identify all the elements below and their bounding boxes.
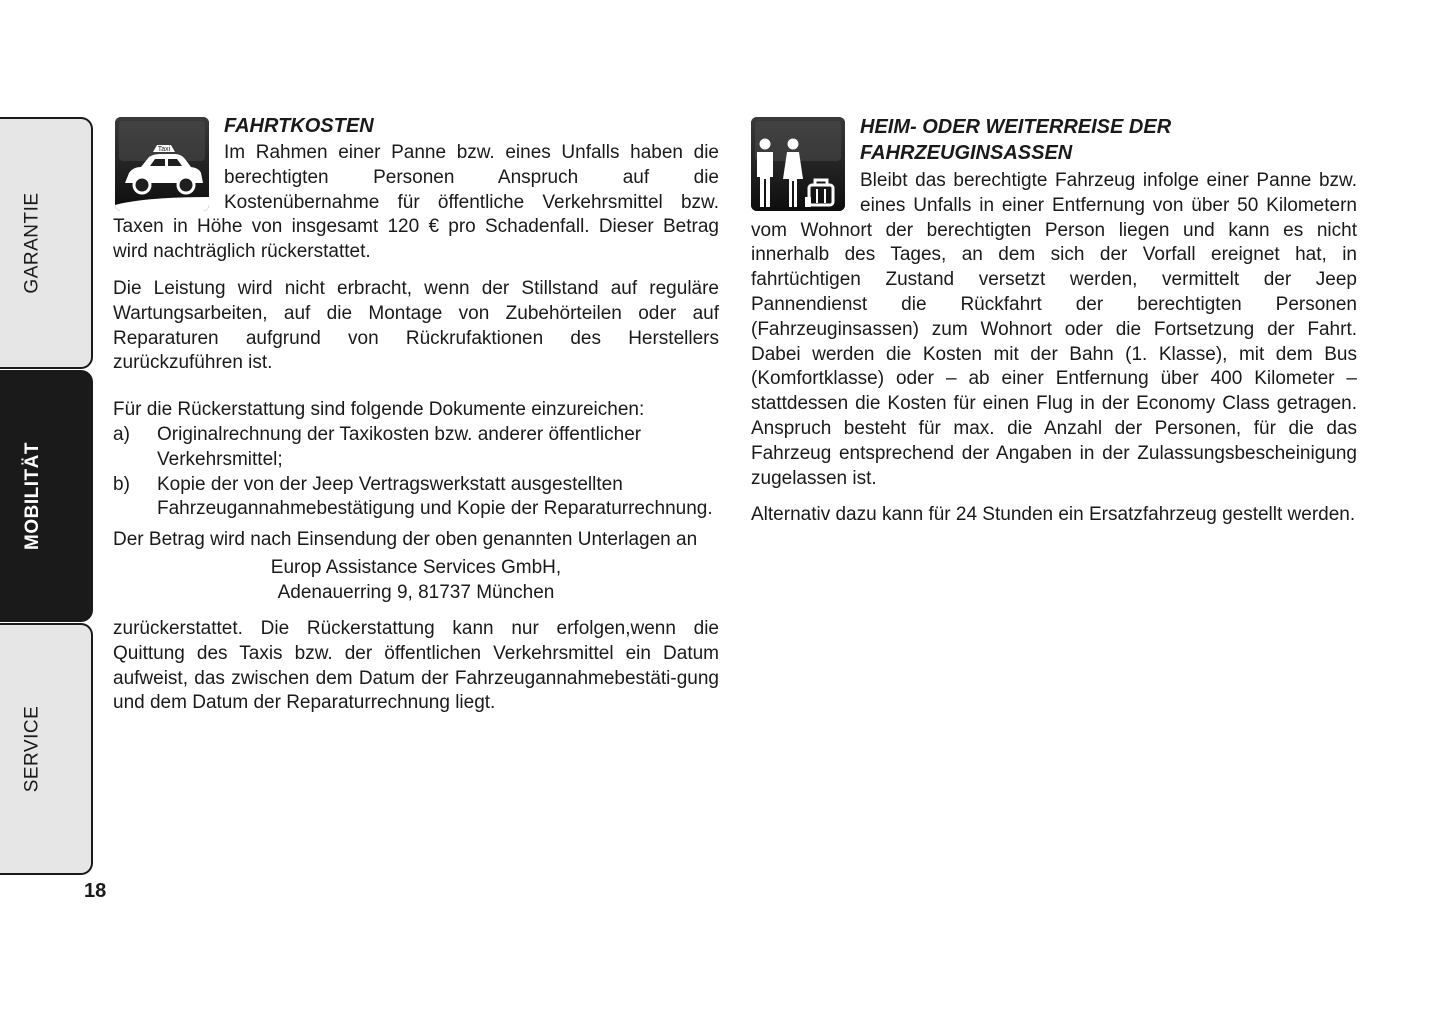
address-block: [113, 555, 719, 605]
list-item-text: Kopie der von der Jeep Vertragswerkstatt ausgestellten Fahrzeugannahmebestätigung und Kopie der Reparaturrechnung.: [157, 473, 713, 520]
taxi-sign-text: Taxi: [157, 146, 171, 153]
list-marker: a): [113, 423, 130, 445]
tab-label: GARANTIE: [21, 192, 43, 294]
list-marker: b): [113, 473, 130, 495]
paragraph: Im Rahmen einer Panne bzw. eines Unfalls haben die berechtigten Personen Anspruch auf die Kostenübernahme für öffentliche Verkehrsmittel bzw. Taxen in Höhe von insgesamt 120 € pro Schadenfall. Dieser Betrag wird nachträglich rückerstattet.: [113, 142, 719, 263]
page-number: 18: [84, 880, 107, 902]
heading-line: FAHRZEUGINSASSEN: [860, 142, 1073, 164]
list-item: [113, 473, 719, 523]
tab-service[interactable]: [0, 623, 93, 875]
address-line: Adenauerring 9, 81737 München: [277, 581, 555, 603]
paragraph: Alternativ dazu kann für 24 Stunden ein Ersatzfahrzeug gestellt werden.: [751, 504, 1356, 526]
tab-label: SERVICE: [21, 705, 43, 793]
paragraph: Für die Rückerstattung sind folgende Dokumente einzureichen:: [113, 399, 645, 421]
tab-label: MOBILITÄT: [21, 442, 43, 550]
list-item: [113, 423, 719, 473]
right-column: [751, 114, 1357, 540]
paragraph: Der Betrag wird nach Einsendung der oben genannten Unterlagen an: [113, 529, 698, 551]
paragraph: Bleibt das berechtigte Fahrzeug infolge einer Panne bzw. eines Unfalls in einer Entfernung von über 50 Kilometern vom Wohnort der berechtigten Person liegen und kann es nicht innerhalb des Tages, an dem sich der Vorfall ereignet hat, in fahrtüchtigen Zustand versetzt werden, vermittelt der Jeep Pannendienst die Rückfahrt der berechtigten Personen (Fahrzeuginsassen) zum Wohnort oder die Fortsetzung der Fahrt. Dabei werden die Kosten mit der Bahn (1. Klasse), mit dem Bus (Komfortklasse) oder – ab einer Entfernung über 400 Kilometer – stattdessen die Kosten für einen Flug in der Economy Class getragen. Anspruch besteht für max. die Anzahl der Personen, für die das Fahrzeug entsprechend der Angaben in der Zulassungsbescheinigung zugelassen ist.: [751, 170, 1357, 489]
heading-line: HEIM- ODER WEITERREISE DER: [860, 116, 1172, 138]
taxi-icon: [115, 117, 209, 211]
section-tabs: [0, 117, 94, 875]
left-column: [113, 114, 719, 728]
tab-garantie[interactable]: [0, 117, 93, 369]
address-line: Europ Assistance Services GmbH,: [270, 556, 562, 578]
document-list: [113, 423, 719, 522]
list-item-text: Originalrechnung der Taxikosten bzw. anderer öffentlicher Verkehrsmittel;: [157, 423, 642, 470]
section-heading-fahrtkosten: FAHRTKOSTEN: [224, 115, 374, 137]
tab-mobilitaet[interactable]: [0, 370, 93, 622]
paragraph: Die Leistung wird nicht erbracht, wenn der Stillstand auf reguläre Wartungsarbeiten, auf die Montage von Zubehörteilen oder auf Reparaturen aufgrund von Rückrufaktionen des Herstellers zurückzuführen ist.: [113, 277, 719, 374]
paragraph: zurückerstattet. Die Rückerstattung kann nur erfolgen,wenn die Quittung des Taxis bzw. der öffentlichen Verkehrsmittel ein Datum aufweist, das zwischen dem Datum der Fahrzeugannahmebestäti-gung und dem Datum der Reparaturrechnung liegt.: [113, 617, 719, 714]
travelers-icon: [751, 117, 845, 211]
